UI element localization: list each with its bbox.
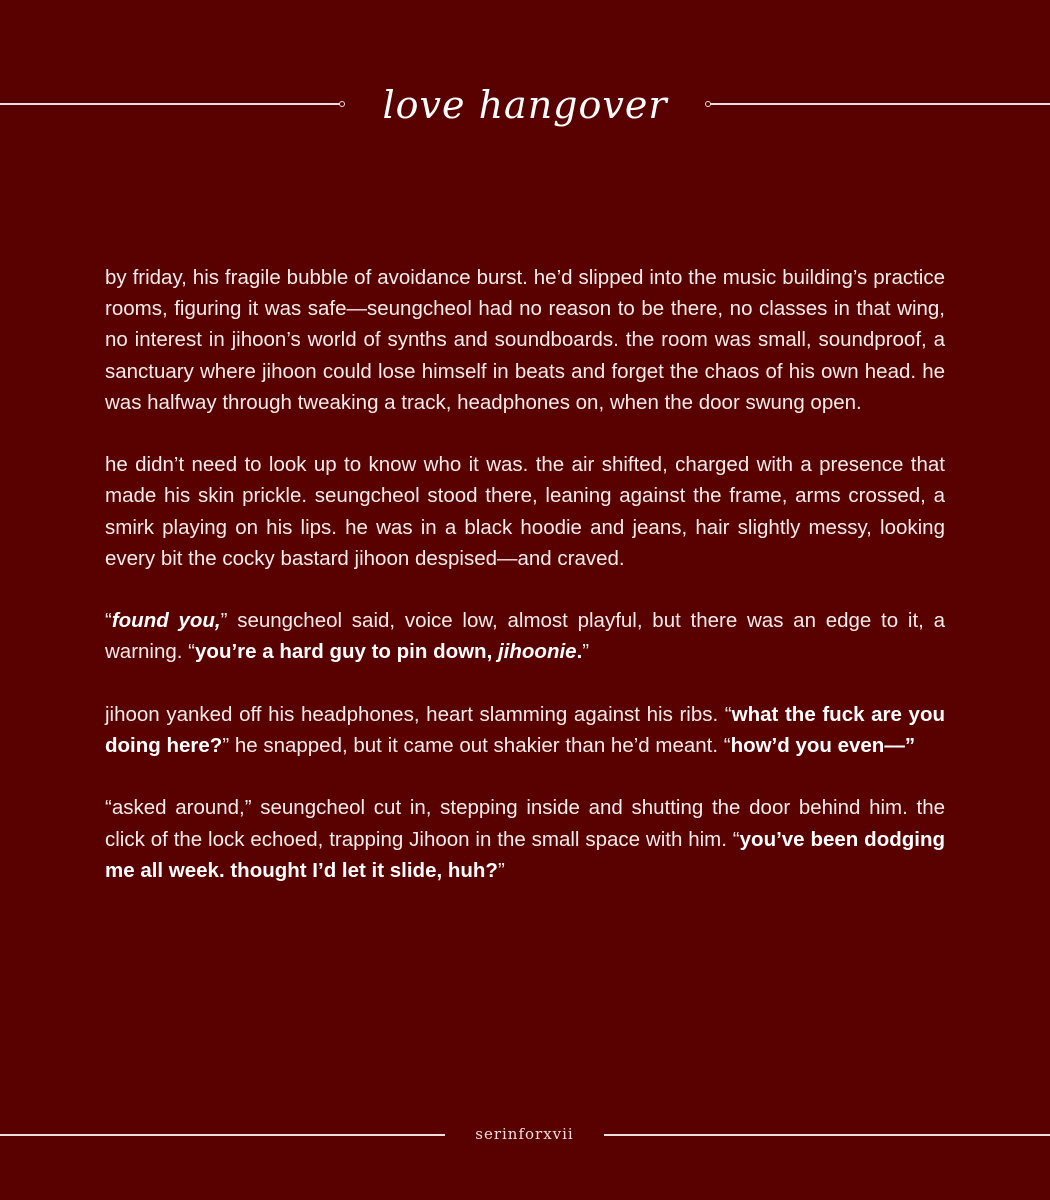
paragraph: [105, 792, 945, 886]
header: [0, 0, 1050, 200]
dialogue-text: found you,: [111, 609, 221, 633]
narration-text: “asked around,” seungcheol cut in, stepping inside and shutting the door behind him. the click of the lock echoed, trapping Jihoon in the small space with him. “: [105, 796, 945, 851]
page-title: love hangover: [382, 83, 668, 127]
story-body: [105, 262, 945, 917]
divider-end-ornament: [339, 101, 345, 107]
author-credit: serinforxvii: [475, 1125, 574, 1143]
dialogue-text: you’re a hard guy to pin down, jihoonie.: [195, 640, 583, 664]
dialogue-text: what the fuck are you doing here?: [105, 702, 945, 757]
dialogue-text: you’ve been dodging me all week. thought I’d let it slide, huh?: [105, 827, 945, 882]
paragraph: he didn’t need to look up to know who it was. the air shifted, charged with a presence that made his skin prickle. seungcheol stood there, leaning against the frame, arms crossed, a smirk playing on his lips. he was in a black hoodie and jeans, hair slightly messy, looking every bit the cocky bastard jihoon despised—and craved.: [105, 453, 945, 570]
header-divider-left: [0, 103, 340, 105]
paragraph: by friday, his fragile bubble of avoidance burst. he’d slipped into the music building’s practice rooms, figuring it was safe—seungcheol had no reason to be there, no classes in that wing, no interest in jihoon’s world of synths and soundboards. the room was small, soundproof, a sanctuary where jihoon could lose himself in beats and forget the chaos of his own head. he was halfway through tweaking a track, headphones on, when the door swung open.: [105, 266, 945, 414]
dialogue-text: how’d you even—”: [730, 734, 916, 757]
quote-mark: ”: [497, 858, 505, 882]
narration-text: ” seungcheol said, voice low, almost playful, but there was an edge to it, a warning. “: [105, 609, 945, 664]
narration-text: ” he snapped, but it came out shakier than he’d meant. “: [222, 734, 731, 757]
quote-mark: ”: [582, 640, 590, 664]
footer-divider-right: [604, 1134, 1050, 1136]
footer-divider-left: [0, 1134, 445, 1136]
paragraph: [105, 605, 945, 667]
narration-text: jihoon yanked off his headphones, heart slamming against his ribs. “: [105, 702, 732, 726]
paragraph: [105, 699, 945, 761]
header-divider-right: [710, 103, 1050, 105]
quote-mark: “: [105, 609, 112, 633]
